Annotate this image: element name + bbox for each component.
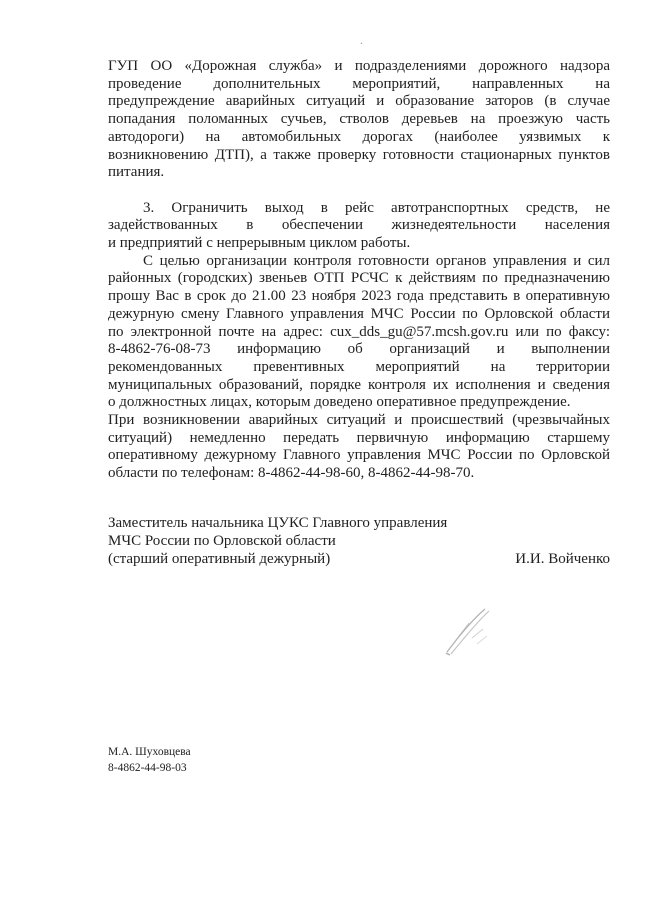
text-line: и предприятий с непрерывным циклом работы. (108, 235, 411, 252)
text-line: муниципальных образований, порядке контроля их исполнения и сведения (108, 376, 610, 393)
executor-block (108, 744, 191, 776)
signature-scribble-icon (438, 598, 502, 662)
text-line: дежурную смену Главного управления МЧС России по Орловской области (108, 305, 610, 322)
text-line: задействованных в обеспечении жизнедеятельности населения (108, 217, 610, 234)
text-line: попадания поломанных сучьев, стволов деревьев на проезжую часть (108, 111, 610, 128)
text-line: области по телефонам: 8-4862-44-98-60, 8-4862-44-98-70. (108, 465, 475, 482)
text-line: проведение дополнительных мероприятий, направленных на (108, 75, 610, 92)
text-line: автодороги) на автомобильных дорогах (наиболее уязвимых к (108, 128, 610, 145)
signer-position-line: МЧС России по Орловской области (108, 533, 336, 550)
text-line: районных (городских) звеньев ОТП РСЧС к действиям по предназначению (108, 270, 610, 287)
page-artifact-dot: . (360, 33, 363, 47)
paragraph-reporting-requirements (108, 253, 610, 412)
text-line: ситуаций) немедленно передать первичную информацию старшему (108, 429, 610, 446)
text-line: по электронной почте на адрес: cux_dds_gu@57.mcsh.gov.ru или по факсу: (108, 323, 610, 340)
paragraph-road-service (108, 58, 610, 182)
text-line: питания. (108, 164, 165, 181)
text-line: При возникновении аварийных ситуаций и происшествий (чрезвычайных (108, 412, 610, 429)
signer-position-line: Заместитель начальника ЦУКС Главного управления (108, 515, 448, 531)
executor-name: М.А. Шуховцева (108, 746, 191, 758)
document-body (108, 58, 610, 483)
paragraph-item-3 (108, 200, 610, 253)
text-line: предупреждение аварийных ситуаций и образование заторов (в случае (108, 93, 610, 110)
text-line: рекомендованных превентивных мероприятий на территории (108, 358, 610, 375)
text-line: о должностных лицах, которым доведено оперативное предупреждение. (108, 394, 571, 411)
handwritten-signature (438, 598, 502, 662)
text-line: прошу Вас в срок до 21.00 23 ноября 2023 года представить в оперативную (108, 288, 610, 305)
signer-position-line: (старший оперативный дежурный) (108, 551, 331, 568)
text-line: возникновению ДТП), а также проверку готовности стационарных пунктов (108, 146, 610, 163)
executor-phone: 8-4862-44-98-03 (108, 762, 187, 774)
text-line: ГУП ОО «Дорожная служба» и подразделениями дорожного надзора (108, 58, 610, 74)
paragraph-emergency-contacts (108, 412, 610, 483)
signature-block (108, 514, 610, 569)
text-line: 8-4862-76-08-73 информацию об организаций и выполнении (108, 341, 610, 358)
text-line: оперативному дежурному Главного управления МЧС России по Орловской (108, 447, 610, 464)
signer-name: И.И. Войченко (515, 551, 610, 568)
text-line: С целью организации контроля готовности органов управления и сил (143, 252, 610, 269)
text-line: 3. Ограничить выход в рейс автотранспортных средств, не (143, 199, 610, 216)
